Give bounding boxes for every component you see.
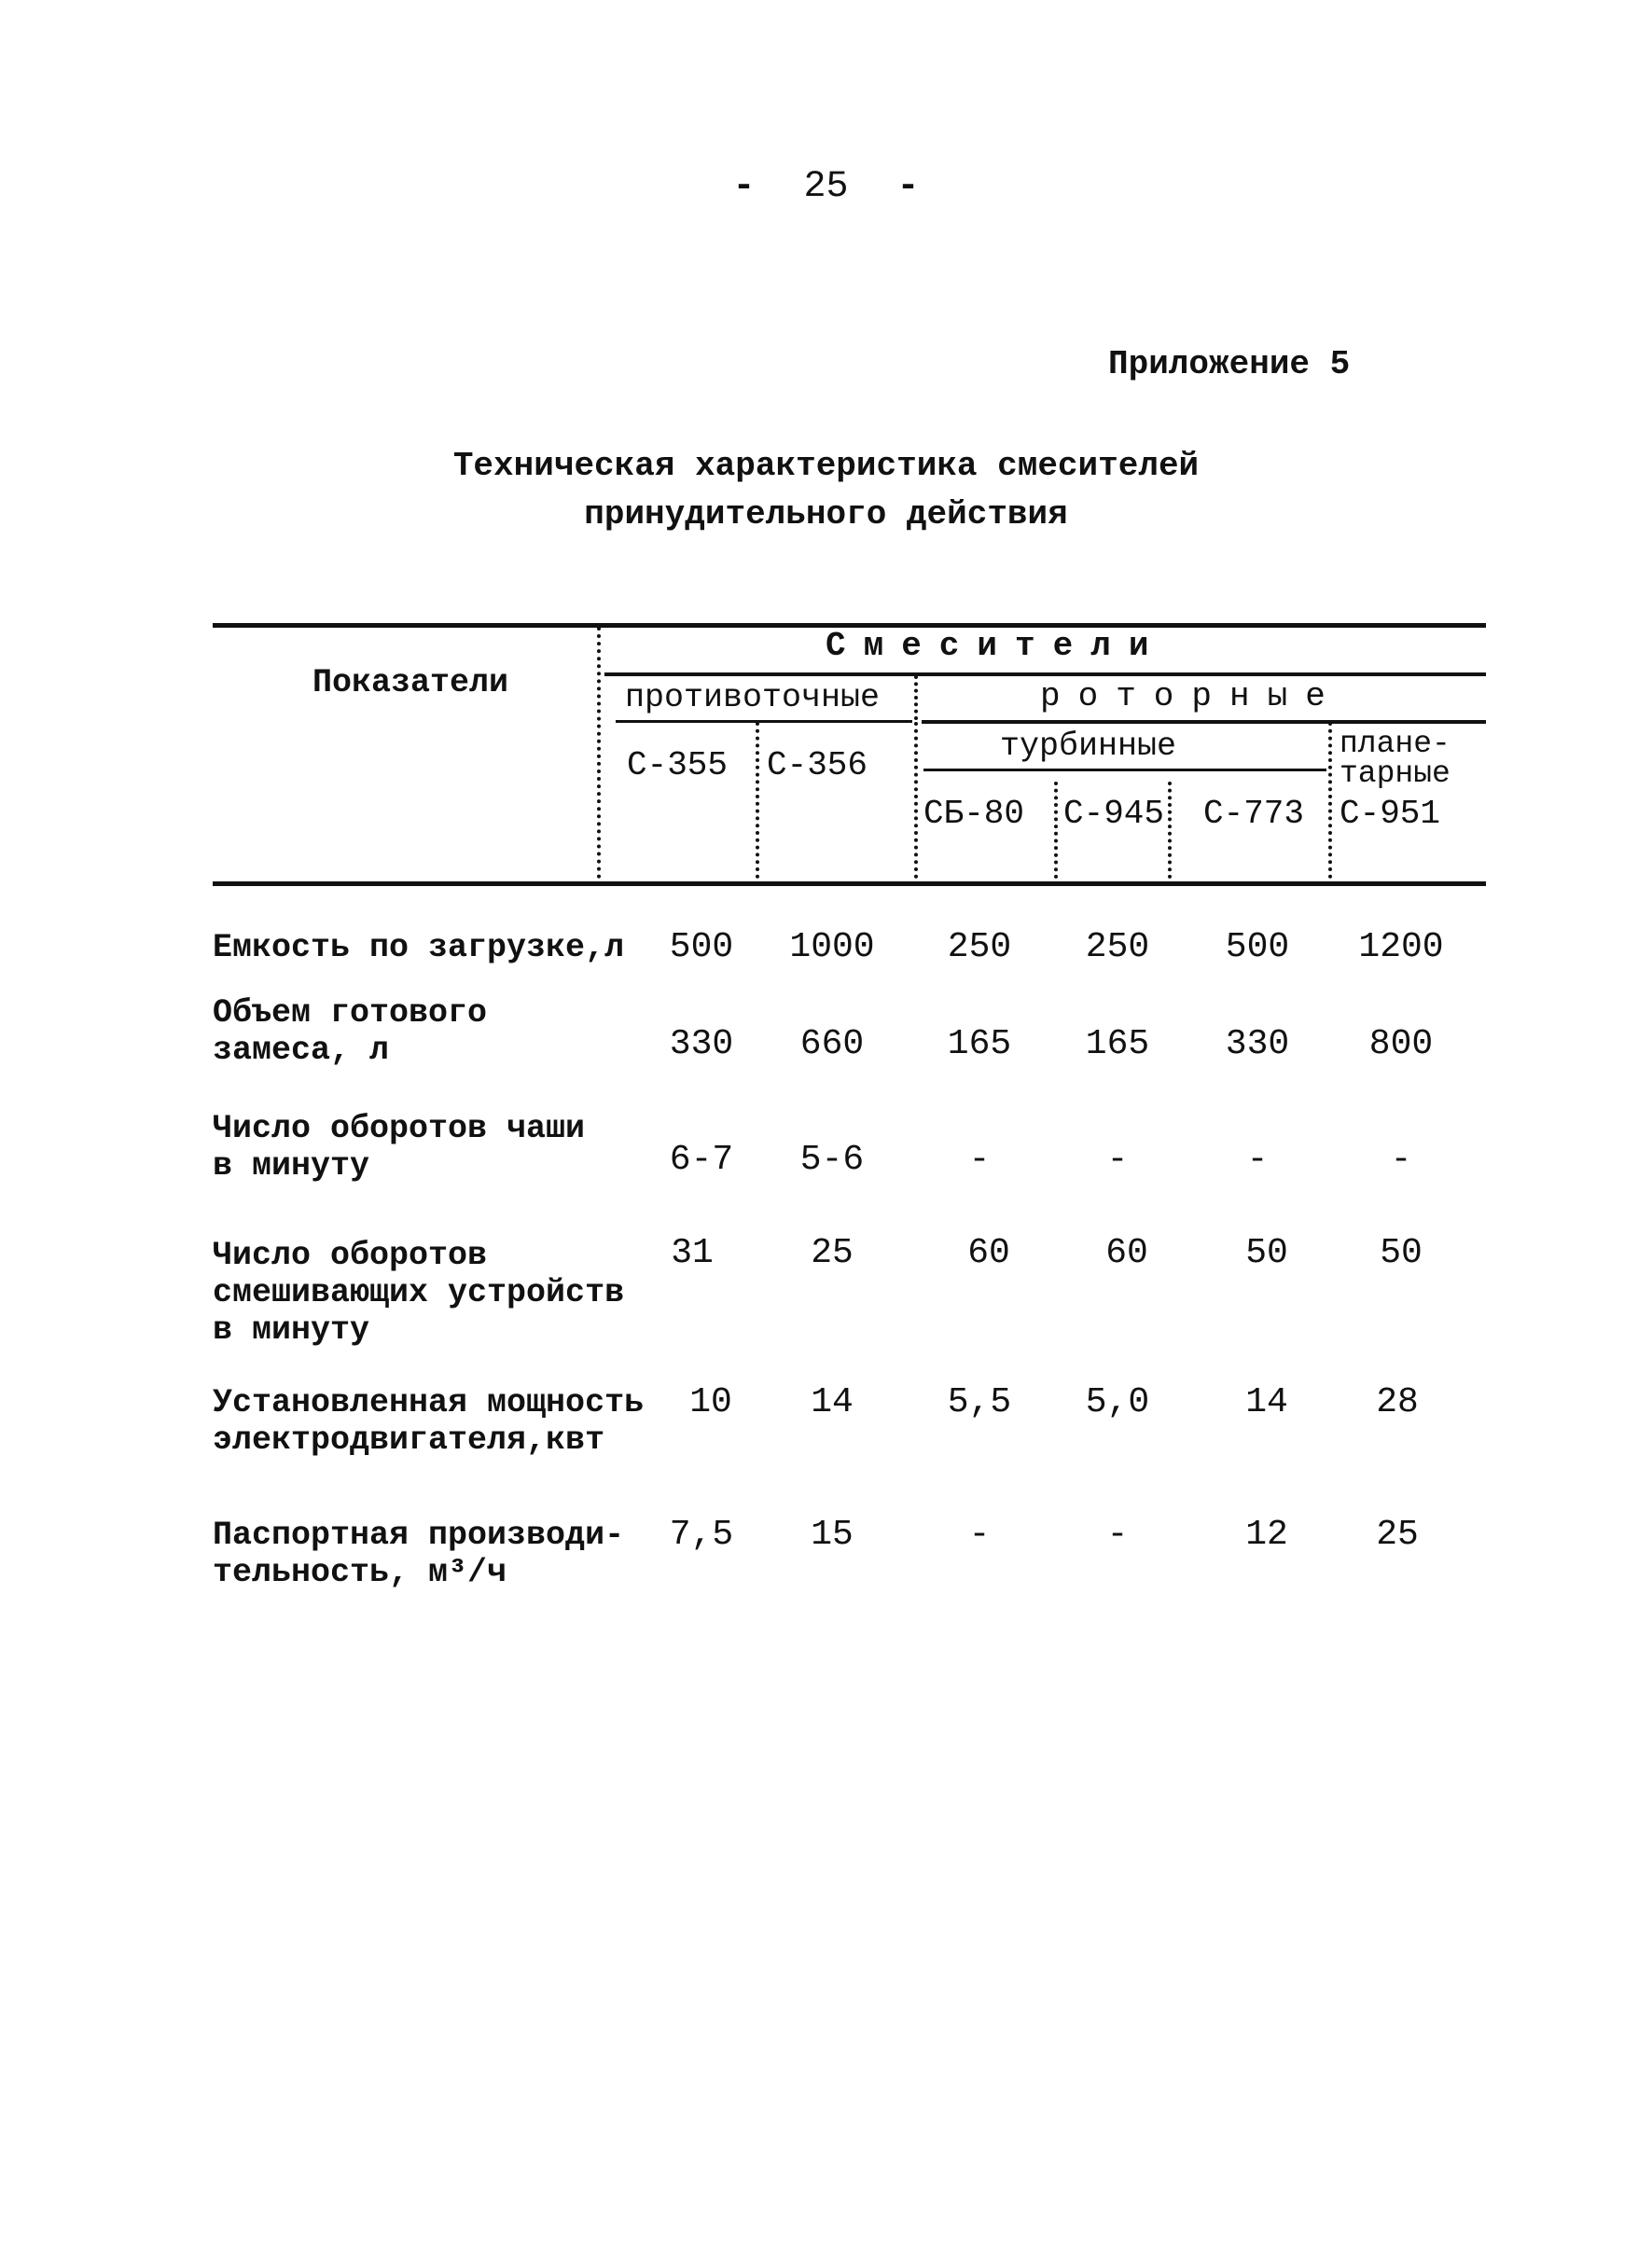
row-2-value-6: 800 [1368, 1024, 1434, 1064]
model-c356: С-356 [767, 746, 868, 784]
header-indicators: Показатели [312, 664, 509, 701]
separator-sb80-c945 [1054, 782, 1058, 879]
row-6-value-6: 25 [1376, 1515, 1419, 1555]
header-planetary [1340, 729, 1451, 789]
page-number [0, 166, 1652, 208]
row-3-value-5: - [1246, 1140, 1269, 1180]
row-5-value-4: 5,0 [1085, 1382, 1150, 1422]
row-4-label: Число оборотов смешивающих устройств в минуту [213, 1237, 625, 1349]
row-4-value-1: 31 [671, 1233, 714, 1273]
table-header-bottom-rule [213, 881, 1486, 886]
header-counterflow: противоточные [625, 679, 881, 716]
row-4-value-5: 50 [1245, 1233, 1288, 1273]
row-6-value-1: 7,5 [669, 1515, 734, 1555]
row-4-value-2: 25 [811, 1233, 854, 1273]
separator-c355-c356 [756, 722, 759, 879]
row-2-label: Объем готового замеса, л [213, 994, 488, 1069]
row-1-label: Емкость по загрузке,л [213, 929, 625, 966]
model-c945: С-945 [1063, 795, 1165, 833]
row-1-value-1: 500 [669, 927, 734, 967]
page-number-value: 25 [803, 166, 849, 208]
page-number-dash-left: - [732, 166, 756, 208]
page-number-dash-right: - [896, 166, 920, 208]
row-6-value-2: 15 [811, 1515, 854, 1555]
document-title-line-1: Техническая характеристика смесителей [452, 447, 1200, 485]
rule-under-rotor [922, 720, 1486, 724]
row-5-value-6: 28 [1376, 1382, 1419, 1422]
rule-under-mixers [604, 672, 1486, 676]
row-4-value-4: 60 [1105, 1233, 1148, 1273]
separator-counterflow-rotor [914, 675, 918, 720]
row-5-value-5: 14 [1245, 1382, 1288, 1422]
header-rotor: роторные [1040, 677, 1343, 715]
row-1-value-2: 1000 [789, 927, 875, 967]
row-3-value-3: - [968, 1140, 991, 1180]
row-4-value-3: 60 [967, 1233, 1010, 1273]
document-title-line-2: принудительного действия [584, 495, 1068, 534]
row-2-value-2: 660 [799, 1024, 865, 1064]
header-turbine: турбинные [1000, 728, 1177, 765]
row-2-value-3: 165 [947, 1024, 1012, 1064]
header-mixers: Смесители [826, 627, 1167, 665]
model-sb80: СБ-80 [923, 795, 1025, 833]
row-2-value-4: 165 [1085, 1024, 1150, 1064]
row-5-value-1: 10 [689, 1382, 732, 1422]
row-3-label: Число оборотов чаши в минуту [213, 1110, 586, 1185]
separator-turbine-planetary [1328, 722, 1332, 879]
separator-indicators [597, 627, 601, 879]
separator-c356-sb80 [914, 722, 918, 879]
header-planetary-line-1: плане- [1340, 727, 1451, 761]
model-c951: С-951 [1340, 795, 1441, 833]
row-6-value-5: 12 [1245, 1515, 1288, 1555]
row-1-value-4: 250 [1085, 927, 1150, 967]
row-2-value-5: 330 [1225, 1024, 1290, 1064]
row-4-value-6: 50 [1380, 1233, 1423, 1273]
row-3-value-6: - [1390, 1140, 1412, 1180]
row-3-value-2: 5-6 [799, 1140, 865, 1180]
row-2-value-1: 330 [669, 1024, 734, 1064]
appendix-label: Приложение 5 [1108, 345, 1351, 383]
row-1-value-6: 1200 [1358, 927, 1444, 967]
row-6-label: Паспортная производи- тельность, м³/ч [213, 1517, 625, 1591]
row-3-value-4: - [1106, 1140, 1129, 1180]
row-3-value-1: 6-7 [669, 1140, 734, 1180]
model-c773: С-773 [1203, 795, 1305, 833]
row-1-value-5: 500 [1225, 927, 1290, 967]
row-1-value-3: 250 [947, 927, 1012, 967]
rule-under-counterflow [616, 720, 912, 723]
separator-c945-c773 [1168, 782, 1172, 879]
row-6-value-4: - [1106, 1515, 1129, 1555]
row-5-value-3: 5,5 [947, 1382, 1012, 1422]
row-5-value-2: 14 [811, 1382, 854, 1422]
header-planetary-line-2: тарные [1340, 756, 1451, 791]
model-c355: С-355 [627, 746, 729, 784]
row-6-value-3: - [968, 1515, 991, 1555]
row-5-label: Установленная мощность электродвигателя,квт [213, 1384, 645, 1459]
rule-under-turbine [923, 769, 1326, 771]
